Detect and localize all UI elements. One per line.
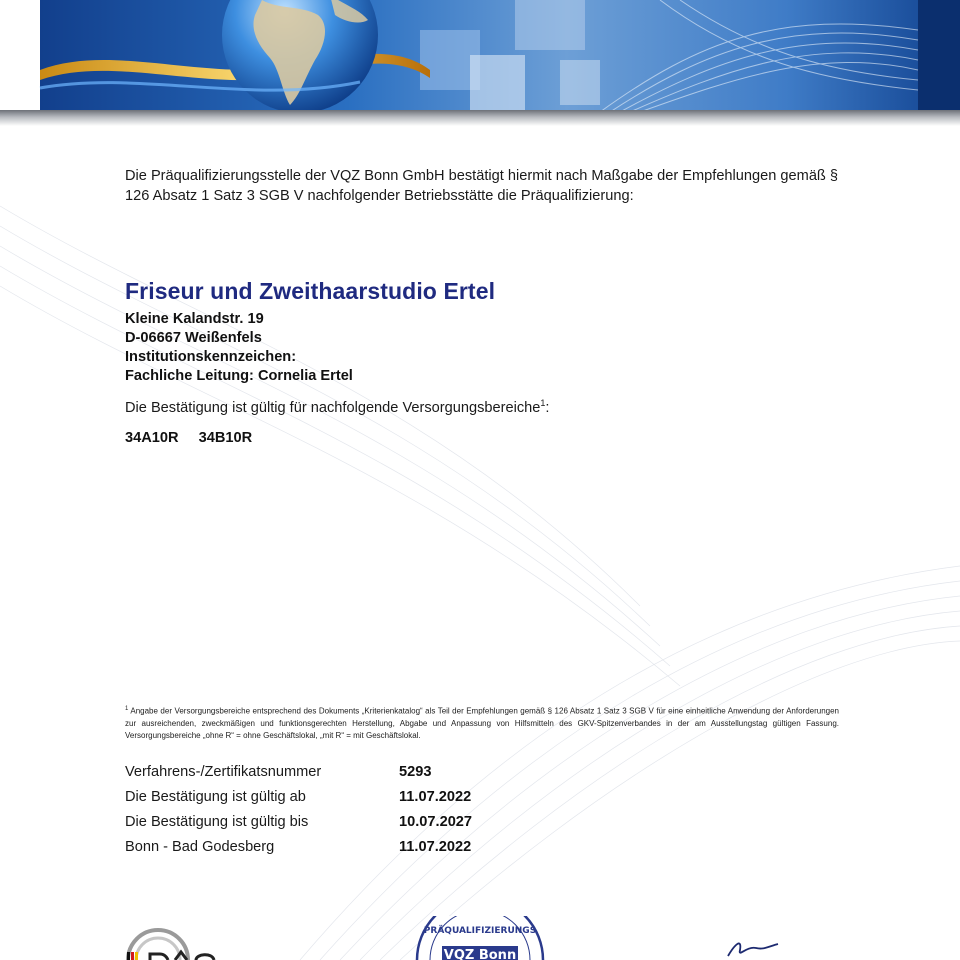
info-value: 10.07.2027 [399, 814, 473, 830]
footnote-ref: 1 [540, 398, 546, 408]
institution-label: Institutionskennzeichen: [125, 349, 297, 365]
dakks-logo-icon [127, 930, 214, 960]
seal-ring-text: PRÄQUALIFIZIERUNGS [423, 926, 537, 936]
certificate-info [125, 764, 545, 864]
validity-note-text: Die Bestätigung ist gültig für nachfolgende Versorgungsbereiche [125, 399, 541, 416]
banner-graphic [0, 0, 960, 112]
footnote-marker: 1 [125, 706, 129, 712]
validity-note-end: : [545, 399, 550, 416]
info-label: Verfahrens-/Zertifikatsnummer [125, 764, 322, 780]
info-value: 11.07.2022 [399, 839, 472, 855]
company-street: Kleine Kalandstr. 19 [125, 311, 264, 327]
supply-area-codes [125, 430, 268, 446]
info-value: 5293 [399, 764, 432, 780]
signature-icon [728, 943, 778, 956]
info-value: 11.07.2022 [399, 789, 472, 805]
management: Fachliche Leitung: Cornelia Ertel [125, 368, 353, 384]
info-label: Die Bestätigung ist gültig ab [125, 789, 306, 805]
bottom-logos [0, 916, 960, 960]
banner-shadow [0, 110, 960, 126]
info-row [125, 839, 545, 864]
supply-code: 34B10R [198, 430, 253, 446]
info-row [125, 789, 545, 814]
info-row [125, 764, 545, 789]
supply-code: 34A10R [125, 430, 179, 446]
info-row [125, 814, 545, 839]
company-city: D-06667 Weißenfels [125, 330, 262, 346]
footnote-text: Angabe der Versorgungsbereiche entsprechend des Dokuments „Kriterienkatalog“ als Teil der Empfehlungen gemäß § 126 Absatz 1 Satz 3 SGB V für eine einheitliche Anwendung der Anforderungen zur ausreichenden, zweckmäßigen und funktionsgerechten Herstellung, Abgabe und Anpassung von Hilfsmitteln des GKV-Spitzenverbandes in der am Ausstellungstag gültigen Fassung. Versorgungsbereiche „ohne R“ = ohne Geschäftslokal, „mit R“ = mit Geschäftslokal. [125, 706, 840, 740]
company-details [125, 310, 353, 386]
seal-center-text: VQZ Bonn [443, 948, 517, 960]
validity-note [125, 398, 549, 416]
intro-text: Die Präqualifizierungsstelle der VQZ Bonn GmbH bestätigt hiermit nach Maßgabe der Empfehlungen gemäß § 126 Absatz 1 Satz 3 SGB V nachfolgender Betriebsstätte die Präqualifizierung: [125, 168, 839, 204]
header-banner [0, 0, 960, 112]
info-label: Bonn - Bad Godesberg [125, 839, 275, 855]
footnote [125, 703, 839, 742]
company-name: Friseur und Zweithaarstudio Ertel [125, 278, 496, 304]
info-label: Die Bestätigung ist gültig bis [125, 814, 309, 830]
